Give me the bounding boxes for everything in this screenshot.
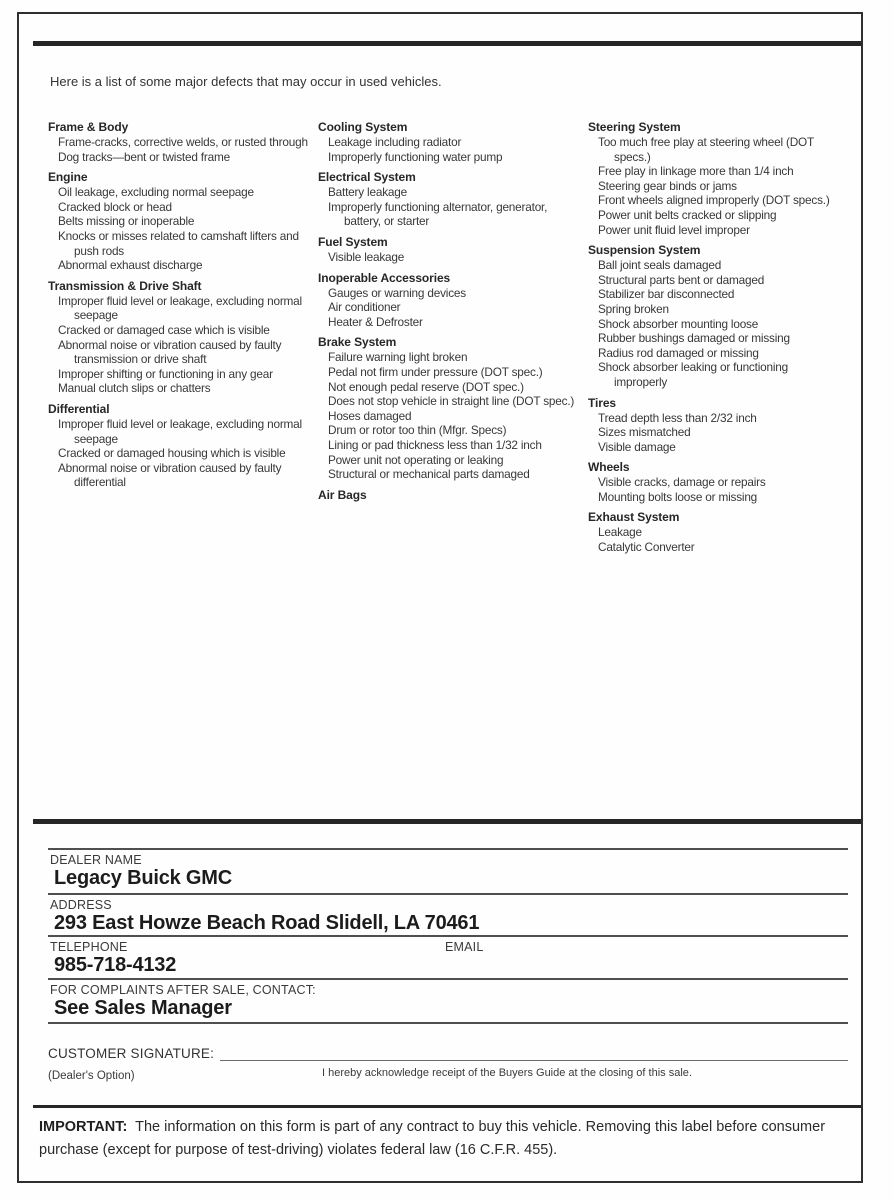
defect-item: Leakage bbox=[598, 525, 642, 540]
important-text: The information on this form is part of any contract to buy this vehicle. Removing this label before consumer purchase (except for purpose of test-driving) violates federal law (16 C.F.R. 455). bbox=[39, 1119, 826, 1158]
defect-category-title: Inoperable Accessories bbox=[318, 270, 451, 285]
signature-sub-row bbox=[48, 1066, 848, 1082]
defect-category bbox=[48, 402, 310, 490]
signature-row bbox=[48, 1046, 848, 1061]
signature-acknowledgment-text: I hereby acknowledge receipt of the Buyers Guide at the closing of this sale. bbox=[322, 1067, 692, 1079]
defect-category bbox=[588, 396, 838, 455]
defect-category bbox=[48, 120, 310, 164]
email-label: EMAIL bbox=[445, 940, 484, 954]
customer-signature-block bbox=[48, 1046, 848, 1082]
defect-item: Cracked or damaged housing which is visible bbox=[58, 446, 286, 461]
defect-item: Pedal not firm under pressure (DOT spec.) bbox=[328, 364, 543, 379]
defect-item: Radius rod damaged or missing bbox=[598, 345, 759, 360]
defect-item: Abnormal exhaust discharge bbox=[58, 258, 203, 273]
defect-item: Manual clutch slips or chatters bbox=[58, 381, 211, 396]
defects-column bbox=[48, 120, 310, 496]
complaints-label: FOR COMPLAINTS AFTER SALE, CONTACT: bbox=[50, 983, 316, 997]
defect-item: Visible cracks, damage or repairs bbox=[598, 475, 766, 490]
defect-category-title: Frame & Body bbox=[48, 120, 129, 134]
address-field bbox=[48, 893, 848, 935]
defect-item: Shock absorber mounting loose bbox=[598, 316, 759, 331]
defect-item: Cracked or damaged case which is visible bbox=[58, 322, 270, 337]
defect-item: Catalytic Converter bbox=[598, 540, 695, 555]
dealers-option-label: (Dealer's Option) bbox=[48, 1070, 135, 1082]
defect-category-title: Fuel System bbox=[318, 234, 388, 249]
important-notice bbox=[39, 1116, 857, 1162]
defect-item: Tread depth less than 2/32 inch bbox=[598, 410, 757, 425]
defect-category-title: Electrical System bbox=[318, 170, 416, 185]
defect-item: Improperly functioning water pump bbox=[328, 149, 503, 164]
defect-item: Heater & Defroster bbox=[328, 314, 423, 329]
important-label: IMPORTANT: bbox=[39, 1119, 128, 1135]
defect-category bbox=[48, 279, 310, 396]
defect-category-title: Exhaust System bbox=[588, 510, 680, 525]
customer-signature-label: CUSTOMER SIGNATURE: bbox=[48, 1046, 215, 1061]
defect-category-title: Transmission & Drive Shaft bbox=[48, 278, 202, 293]
defect-item: Cracked block or head bbox=[58, 199, 172, 214]
address-value: 293 East Howze Beach Road Slidell, LA 70461 bbox=[54, 912, 480, 934]
defect-item: Power unit fluid level improper bbox=[598, 222, 750, 237]
defect-category-title: Tires bbox=[588, 395, 616, 410]
customer-signature-line[interactable] bbox=[220, 1047, 848, 1061]
defect-category bbox=[588, 120, 838, 237]
defect-item: Lining or pad thickness less than 1/32 inch bbox=[328, 437, 542, 452]
defect-item: Oil leakage, excluding normal seepage bbox=[58, 185, 254, 200]
defect-category-title: Brake System bbox=[318, 335, 397, 350]
telephone-value: 985-718-4132 bbox=[54, 954, 177, 976]
dealer-name-field bbox=[48, 848, 848, 893]
dealer-name-value: Legacy Buick GMC bbox=[54, 867, 232, 889]
defect-item: Failure warning light broken bbox=[328, 350, 468, 365]
defect-item: Sizes mismatched bbox=[598, 425, 691, 440]
defect-category bbox=[318, 235, 580, 265]
defect-item: Power unit belts cracked or slipping bbox=[598, 207, 777, 222]
defect-category-title: Air Bags bbox=[318, 487, 367, 502]
defect-item: Visible leakage bbox=[328, 249, 405, 264]
defect-item: Gauges or warning devices bbox=[328, 285, 466, 300]
important-separator-rule bbox=[33, 1105, 861, 1108]
defect-category bbox=[588, 460, 838, 504]
dealer-form bbox=[48, 848, 848, 1024]
complaints-value: See Sales Manager bbox=[54, 997, 232, 1019]
defect-item: Structural or mechanical parts damaged bbox=[328, 467, 530, 482]
defects-column bbox=[588, 120, 838, 561]
intro-text: Here is a list of some major defects that may occur in used vehicles. bbox=[50, 74, 442, 89]
defect-item: Visible damage bbox=[598, 439, 676, 454]
defect-item: Mounting bolts loose or missing bbox=[598, 489, 758, 504]
defect-category bbox=[588, 243, 838, 389]
top-rule bbox=[33, 41, 861, 46]
defect-item: Drum or rotor too thin (Mfgr. Specs) bbox=[328, 423, 507, 438]
defect-item: Knocks or misses related to camshaft lifters and push rods bbox=[58, 228, 299, 258]
complaints-field bbox=[48, 978, 848, 1022]
defect-item: Steering gear binds or jams bbox=[598, 178, 737, 193]
defect-item: Improper fluid level or leakage, excluding normal seepage bbox=[58, 416, 302, 446]
defect-item: Ball joint seals damaged bbox=[598, 258, 722, 273]
defect-category bbox=[318, 170, 580, 229]
defect-category-title: Differential bbox=[48, 401, 110, 416]
defects-column bbox=[318, 120, 580, 509]
defect-item: Does not stop vehicle in straight line (DOT spec.) bbox=[328, 394, 575, 409]
defect-category bbox=[48, 170, 310, 273]
defect-item: Structural parts bent or damaged bbox=[598, 272, 765, 287]
defect-item: Abnormal noise or vibration caused by faulty differential bbox=[58, 460, 282, 490]
defect-item: Shock absorber leaking or functioning improperly bbox=[598, 360, 788, 389]
address-label: ADDRESS bbox=[50, 898, 112, 912]
defect-category-title: Wheels bbox=[588, 460, 630, 475]
dealer-name-label: DEALER NAME bbox=[50, 853, 142, 867]
defect-category-title: Cooling System bbox=[318, 120, 408, 134]
telephone-email-field bbox=[48, 935, 848, 978]
defect-item: Belts missing or inoperable bbox=[58, 214, 195, 229]
defect-item: Power unit not operating or leaking bbox=[328, 452, 504, 467]
defect-category bbox=[588, 510, 838, 554]
defect-item: Improper shifting or functioning in any gear bbox=[58, 366, 273, 381]
defect-item: Spring broken bbox=[598, 301, 669, 316]
defect-item: Abnormal noise or vibration caused by faulty transmission or drive shaft bbox=[58, 337, 282, 367]
defect-category bbox=[318, 120, 580, 164]
telephone-label: TELEPHONE bbox=[50, 940, 128, 954]
defect-item: Too much free play at steering wheel (DOT specs.) bbox=[598, 135, 814, 164]
defect-category bbox=[318, 271, 580, 330]
defect-item: Stabilizer bar disconnected bbox=[598, 287, 735, 302]
defect-category-title: Steering System bbox=[588, 120, 681, 134]
defect-item: Battery leakage bbox=[328, 185, 407, 200]
defect-item: Hoses damaged bbox=[328, 408, 412, 423]
defect-item: Not enough pedal reserve (DOT spec.) bbox=[328, 379, 524, 394]
defect-category-title: Engine bbox=[48, 170, 88, 185]
defect-item: Dog tracks—bent or twisted frame bbox=[58, 149, 230, 164]
defect-item: Air conditioner bbox=[328, 300, 401, 315]
defect-item: Improper fluid level or leakage, excluding normal seepage bbox=[58, 293, 302, 323]
mid-rule bbox=[33, 819, 861, 824]
defect-item: Leakage including radiator bbox=[328, 135, 462, 149]
defect-category bbox=[318, 335, 580, 481]
defect-category-title: Suspension System bbox=[588, 243, 701, 258]
defect-item: Free play in linkage more than 1/4 inch bbox=[598, 164, 794, 179]
defect-item: Front wheels aligned improperly (DOT specs.) bbox=[598, 193, 830, 208]
defect-category bbox=[318, 488, 580, 503]
defects-list bbox=[48, 120, 860, 561]
defect-item: Frame-cracks, corrective welds, or rusted through bbox=[58, 135, 308, 149]
defect-item: Improperly functioning alternator, generator, battery, or starter bbox=[328, 199, 548, 229]
defect-item: Rubber bushings damaged or missing bbox=[598, 331, 790, 346]
